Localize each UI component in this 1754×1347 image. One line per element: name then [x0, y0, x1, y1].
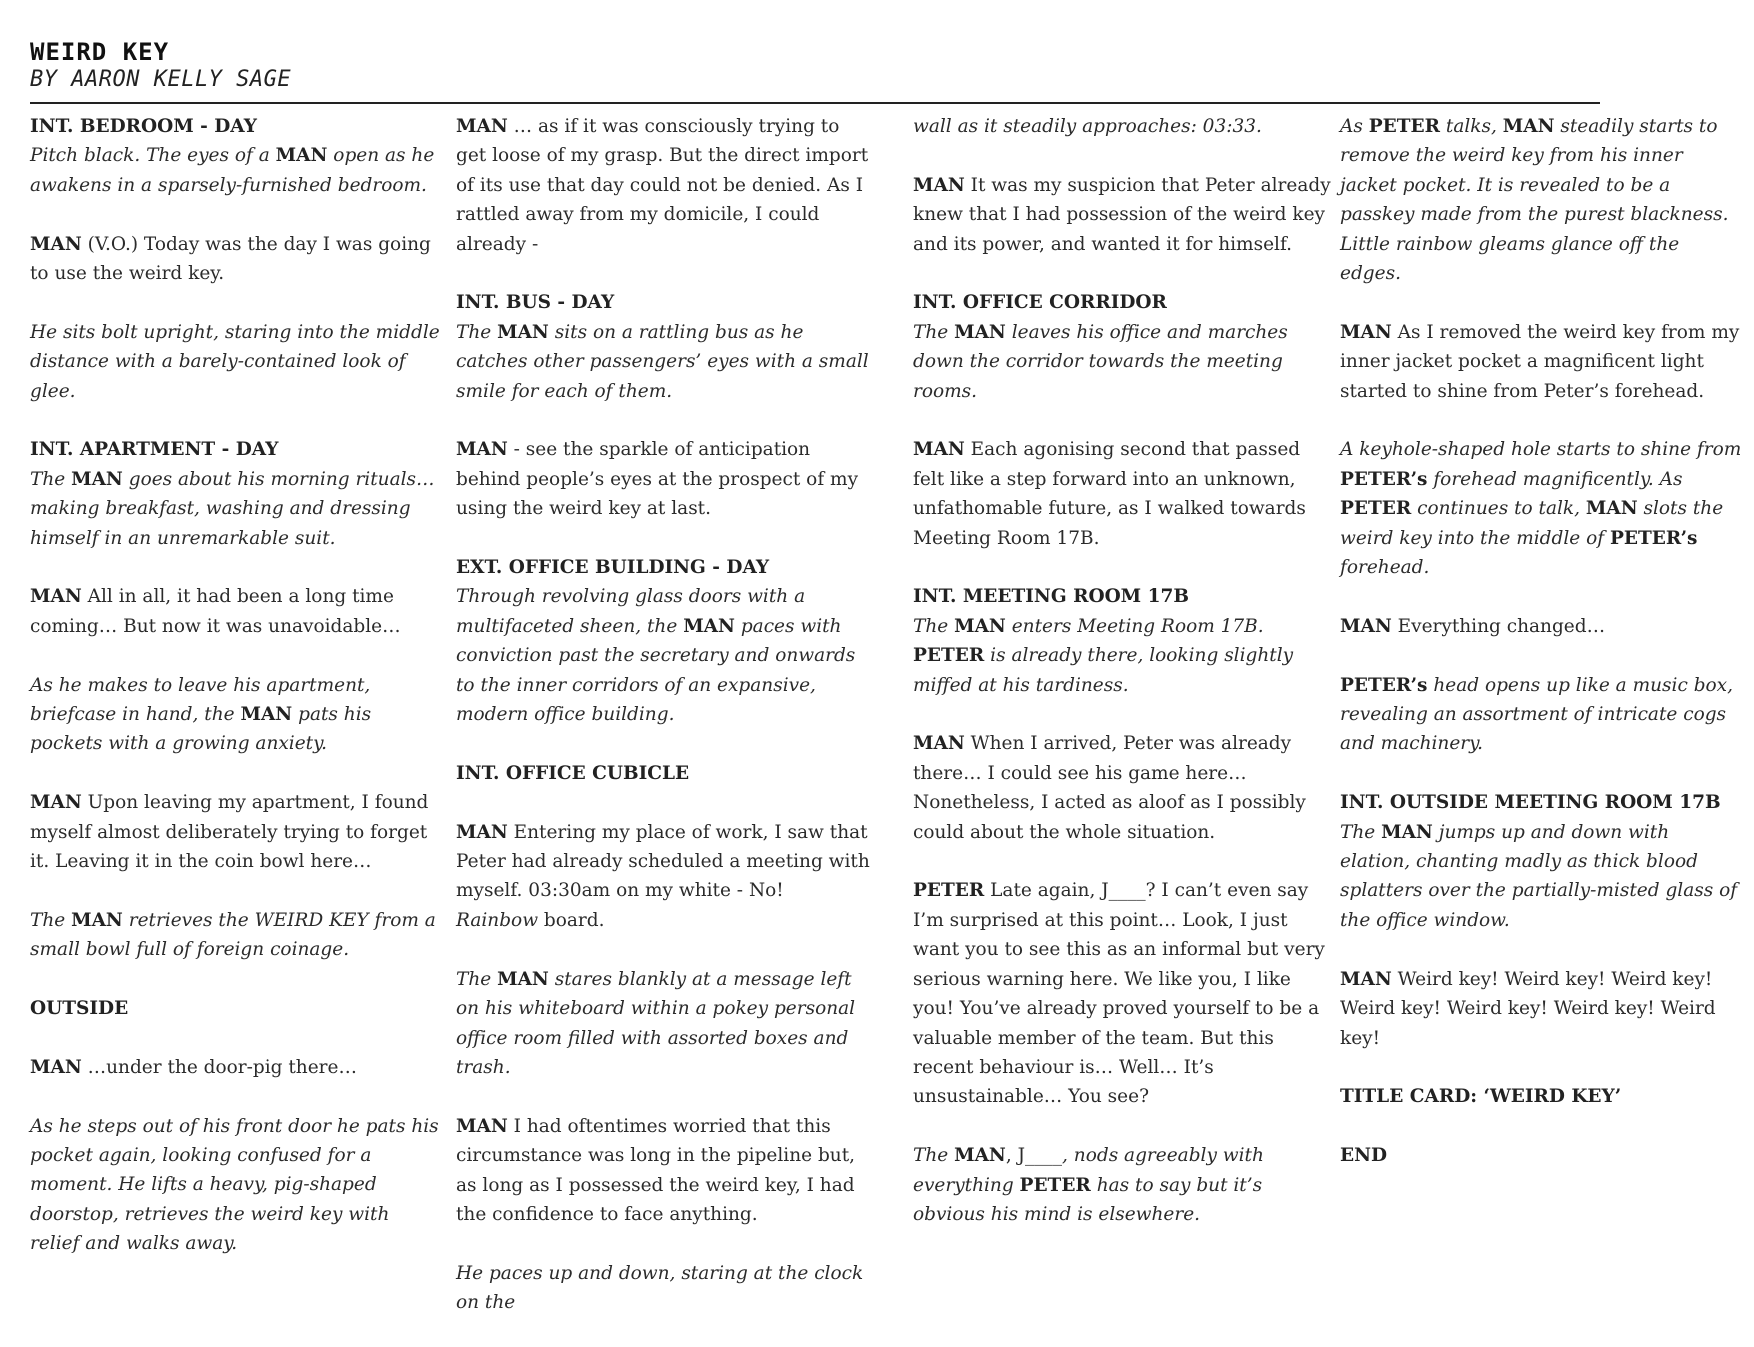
action-line: The MAN stares blankly at a message left on his whiteboard within a pokey personal office room filled with assorted boxes and trash.	[456, 968, 856, 1078]
scene-heading: INT. OFFICE CORRIDOR	[913, 292, 1167, 314]
dialogue: MAN All in all, it had been a long time coming… But now it was unavoidable…	[30, 586, 401, 637]
dialogue: MAN When I arrived, Peter was already there… I could see his game here… Nonetheless, I acted as aloof as I possibly could about the whole situation.	[913, 733, 1306, 843]
dialogue: MAN Entering my place of work, I saw that Peter had already scheduled a meeting with myself. 03:30am on my white - No! Rainbow board.	[456, 821, 870, 931]
scene-heading: INT. APARTMENT - DAY	[30, 439, 279, 461]
dialogue: MAN It was my suspicion that Peter already knew that I had possession of the weird key and its power, and wanted it for himself.	[913, 174, 1331, 255]
title-card: TITLE CARD: ‘WEIRD KEY’	[1340, 1086, 1622, 1108]
action-line: As he steps out of his front door he pats his pocket again, looking confused for a moment. He lifts a heavy, pig-shaped doorstop, retrieves the weird key with relief and walks away.	[30, 1115, 439, 1255]
action-line: The MAN jumps up and down with elation, chanting madly as thick blood splatters over the partially-misted glass of the office window.	[1340, 821, 1738, 931]
action-line: Pitch black. The eyes of a MAN open as he awakens in a sparsely-furnished bedroom.	[30, 145, 435, 196]
dialogue: MAN …under the door-pig there…	[30, 1056, 357, 1078]
script-column-3	[913, 112, 1331, 1259]
dialogue: MAN … as if it was consciously trying to get loose of my grasp. But the direct import of its use that day could not be denied. As I rattled away from my domicile, I could already -	[456, 116, 869, 255]
action-line: He sits bolt upright, staring into the middle distance with a barely-contained look of glee.	[30, 321, 440, 402]
scene-heading: INT. BUS - DAY	[456, 292, 615, 314]
action-line: The MAN enters Meeting Room 17B. PETER is already there, looking slightly miffed at his tardiness.	[913, 615, 1294, 696]
document-title: WEIRD KEY	[30, 38, 170, 66]
action-line: The MAN, J____, nods agreeably with everything PETER has to say but it’s obvious his mind is elsewhere.	[913, 1145, 1264, 1225]
script-column-4	[1340, 112, 1745, 1171]
action-line: The MAN retrieves the WEIRD KEY from a small bowl full of foreign coinage.	[30, 909, 436, 961]
document-header	[30, 38, 1600, 94]
action-line: The MAN leaves his office and marches down the corridor towards the meeting rooms.	[913, 321, 1288, 402]
header-divider	[30, 102, 1600, 104]
dialogue: MAN Upon leaving my apartment, I found myself almost deliberately trying to forget it. Leaving it in the coin bowl here…	[30, 792, 429, 873]
end-marker: END	[1340, 1145, 1388, 1167]
action-line: PETER’s head opens up like a music box, revealing an assortment of intricate cogs and machinery.	[1340, 674, 1733, 755]
script-column-2	[456, 112, 871, 1347]
document-author: BY AARON KELLY SAGE	[30, 67, 292, 92]
action-line: As he makes to leave his apartment, briefcase in hand, the MAN pats his pockets with a growing anxiety.	[30, 674, 372, 755]
dialogue: MAN As I removed the weird key from my inner jacket pocket a magnificent light started to shine from Peter’s forehead.	[1340, 321, 1740, 402]
script-column-1	[30, 112, 440, 1288]
dialogue: MAN Each agonising second that passed felt like a step forward into an unknown, unfathomable future, as I walked towards Meeting Room 17B.	[913, 439, 1306, 549]
action-line: wall as it steadily approaches: 03:33.	[913, 116, 1262, 137]
action-line: A keyhole-shaped hole starts to shine from PETER’s forehead magnificently. As PETER continues to talk, MAN slots the weird key into the middle of PETER’s forehead.	[1340, 439, 1742, 579]
dialogue: MAN (V.O.) Today was the day I was going to use the weird key.	[30, 233, 431, 285]
scene-heading: INT. OFFICE CUBICLE	[456, 762, 690, 784]
dialogue: MAN I had oftentimes worried that this circumstance was long in the pipeline but, as long as I possessed the weird key, I had the confidence to face anything.	[456, 1115, 856, 1225]
action-line: The MAN sits on a rattling bus as he catches other passengers’ eyes with a small smile for each of them.	[456, 321, 869, 402]
scene-heading: INT. BEDROOM - DAY	[30, 116, 257, 137]
scene-heading: INT. MEETING ROOM 17B	[913, 586, 1189, 608]
action-line: Through revolving glass doors with a multifaceted sheen, the MAN paces with conviction past the secretary and onwards to the inner corridors of an expansive, modern office building.	[456, 586, 856, 726]
dialogue: PETER Late again, J____? I can’t even say I’m surprised at this point… Look, I just want you to see this as an informal but very serious warning here. We like you, I like you! You’ve already proved yourself to be a valuable member of the team. But this recent behaviour is… Well… It’s unsustainable… You see?	[913, 880, 1325, 1108]
action-line: As PETER talks, MAN steadily starts to remove the weird key from his inner jacket pocket. It is revealed to be a passkey made from the purest blackness. Little rainbow gleams glance off the edges.	[1340, 116, 1729, 285]
scene-heading: INT. OUTSIDE MEETING ROOM 17B	[1340, 792, 1721, 814]
dialogue: MAN Everything changed…	[1340, 615, 1606, 637]
action-line: He paces up and down, staring at the clock on the	[456, 1262, 864, 1314]
action-line: The MAN goes about his morning rituals… making breakfast, washing and dressing himself in an unremarkable suit.	[30, 468, 435, 549]
dialogue: MAN - see the sparkle of anticipation behind people’s eyes at the prospect of my using the weird key at last.	[456, 439, 859, 520]
scene-heading: OUTSIDE	[30, 998, 129, 1020]
dialogue: MAN Weird key! Weird key! Weird key! Weird key! Weird key! Weird key! Weird key!	[1340, 968, 1716, 1049]
scene-heading: EXT. OFFICE BUILDING - DAY	[456, 557, 770, 579]
